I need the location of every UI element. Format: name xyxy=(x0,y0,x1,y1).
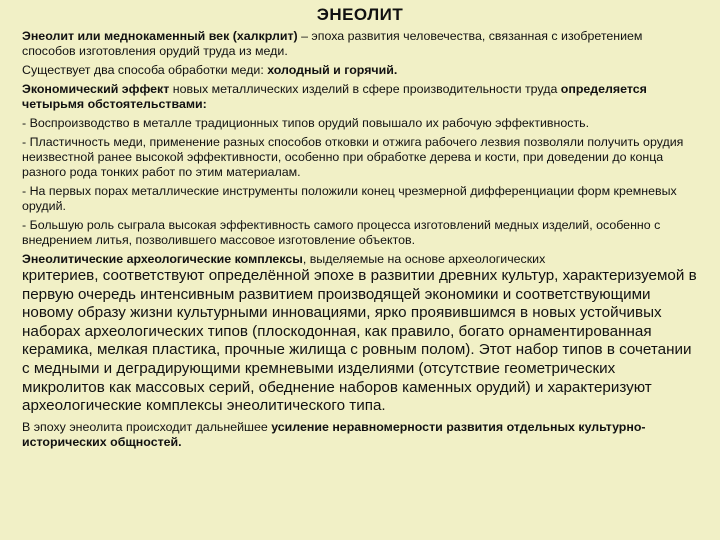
list-item-reproduction: - Воспроизводство в металле традиционных типов орудий повышало их рабочую эффективность. xyxy=(22,116,590,130)
list-item-casting: - Большую роль сыграла высокая эффективность самого процесса изготовлений медных изделий, особенно с внедрением литья, позволившего массовое изготовление объектов. xyxy=(22,218,661,247)
slide-title: ЭНЕОЛИТ xyxy=(316,5,404,24)
methods-text: Существует два способа обработки меди: xyxy=(22,63,268,77)
conclusion-text: В эпоху энеолита происходит дальнейшее xyxy=(22,419,272,434)
paragraph-definition xyxy=(22,29,698,59)
complexes-term: Энеолитические археологические комплексы xyxy=(22,252,303,266)
paragraph-economic-effect xyxy=(22,82,698,112)
list-item-plasticity: - Пластичность меди, применение разных способов отковки и отжига рабочего лезвия позволяли получить орудия неизвестной ранее высокой эффективности, особенно при обработке дерева и кости, при доведении до конца разного рода тонких работ по этим материалам. xyxy=(22,135,684,179)
definition-text: – эпоха развития человечества, связанная с изобретением способов изготовления орудий труда из меди. xyxy=(22,29,643,58)
methods-bold: холодный и горячий. xyxy=(267,63,398,77)
list-item-differentiation: - На первых порах металлические инструменты положили конец чрезмерной дифференциации форм кремневых орудий. xyxy=(22,184,677,213)
paragraph-complexes xyxy=(22,252,698,267)
paragraph-conclusion xyxy=(22,420,698,450)
term-eneolithic: Энеолит или меднокаменный век (халкрлит) xyxy=(22,29,298,43)
economic-effect-bold: определяется четырьмя обстоятельствами: xyxy=(22,82,647,111)
complexes-intro: , выделяемые на основе археологических xyxy=(302,252,546,266)
paragraph-methods xyxy=(22,63,698,78)
economic-effect-text: новых металлических изделий в сфере производительности труда xyxy=(169,82,561,96)
complexes-body: критериев, соответствуют определённой эпохе в развитии древних культур, характеризуемой в первую очередь интенсивным развитием производящей экономики и соответствующими новому образу жизни культурными инновациями, ярко проявившимся в новых устойчивых наборах археологических типов (плоскодонная, как правило, богато орнаментированная керамика, мелкая пластика, прочные жилища с ровным полом). Этот набор типов в сочетании с медными и деградирующими кремневыми изделиями (отсутствие геометрических микролитов как массовых серий, обеднение наборов каменных орудий) и характеризуют археологические комплексы энеолитического типа. xyxy=(22,267,697,415)
economic-effect-term: Экономический эффект xyxy=(22,82,170,96)
conclusion-bold: усиление неравномерности развития отдельных культурно- исторических общностей. xyxy=(22,419,646,449)
